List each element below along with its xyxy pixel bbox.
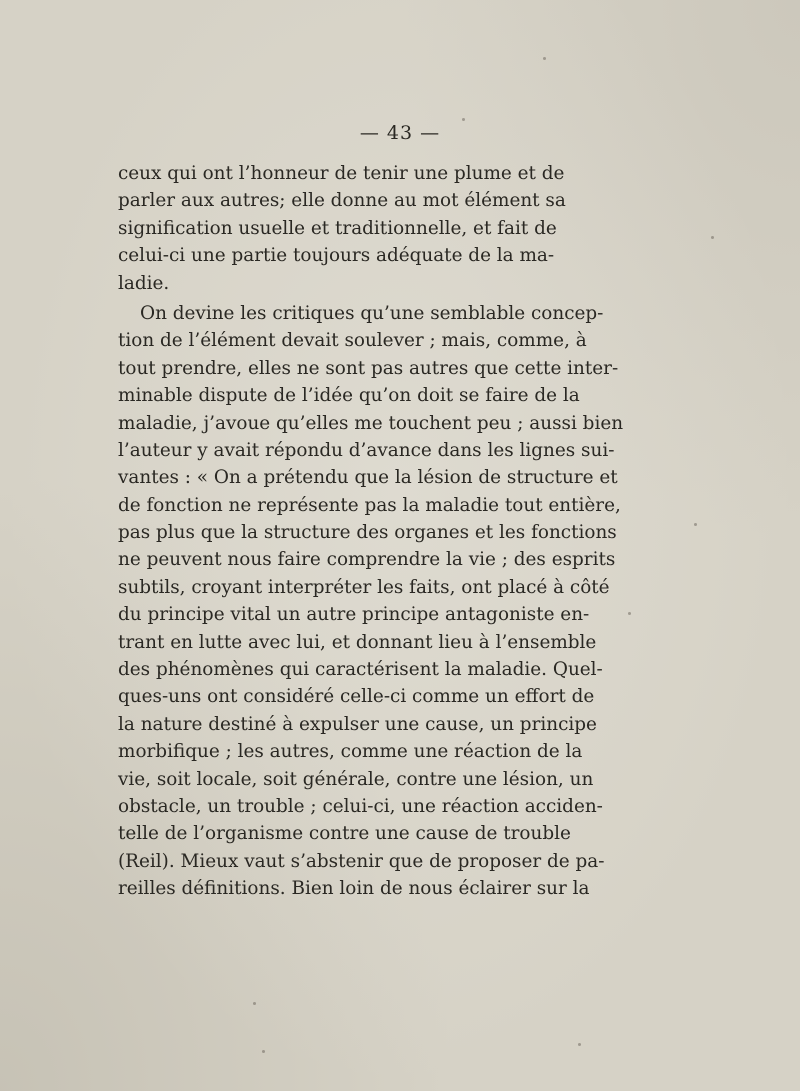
text-line: ques-uns ont considéré celle-ci comme un effort de [118,686,595,708]
paragraph [118,300,624,903]
text-line: reilles définitions. Bien loin de nous éclairer sur la [118,878,590,900]
text-line: trant en lutte avec lui, et donnant lieu à l’ensemble [118,631,597,653]
paper-speck [262,1050,265,1053]
paper-speck [711,236,714,239]
text-line: tout prendre, elles ne sont pas autres que cette inter- [118,357,619,379]
text-line: morbifique ; les autres, comme une réaction de la [118,741,583,763]
text-line: la nature destiné à expulser une cause, un principe [118,713,597,735]
paragraph [118,160,566,297]
text-line: ladie. [118,272,170,294]
body-text [118,160,624,903]
text-line: obstacle, un trouble ; celui-ci, une réaction acciden- [118,795,603,817]
text-line: maladie, j’avoue qu’elles me touchent peu ; aussi bien [118,412,624,434]
text-line: pas plus que la structure des organes et les fonctions [118,522,617,544]
paper-speck [580,497,583,500]
text-line: signification usuelle et traditionnelle, et fait de [118,217,557,239]
text-line: minable dispute de l’idée qu’on doit se faire de la [118,385,580,407]
paper-speck [694,523,697,526]
page-number: — 43 — [359,122,441,144]
paper-speck [543,57,546,60]
text-line: du principe vital un autre principe antagoniste en- [118,604,590,626]
text-line: l’auteur y avait répondu d’avance dans les lignes sui- [118,439,615,461]
paper-speck [628,612,631,615]
text-line: subtils, croyant interpréter les faits, ont placé à côté [118,576,610,598]
text-line: On devine les critiques qu’une semblable concep- [140,302,604,324]
text-line: celui-ci une partie toujours adéquate de la ma- [118,245,555,267]
text-line: vantes : « On a prétendu que la lésion de structure et [118,467,618,489]
text-line: ceux qui ont l’honneur de tenir une plume et de [118,163,565,184]
paper-speck [462,118,465,121]
text-line: telle de l’organisme contre une cause de trouble [118,823,571,845]
text-line: parler aux autres; elle donne au mot élément sa [118,190,566,212]
text-line: tion de l’élément devait soulever ; mais, comme, à [118,330,587,352]
paper-speck [253,1002,256,1005]
paper-speck [578,1043,581,1046]
text-line: vie, soit locale, soit générale, contre une lésion, un [118,768,594,790]
text-line: ne peuvent nous faire comprendre la vie ; des esprits [118,549,616,571]
text-line: de fonction ne représente pas la maladie tout entière, [118,494,621,516]
text-line: (Reil). Mieux vaut s’abstenir que de proposer de pa- [118,850,605,872]
text-line: des phénomènes qui caractérisent la maladie. Quel- [118,659,603,681]
